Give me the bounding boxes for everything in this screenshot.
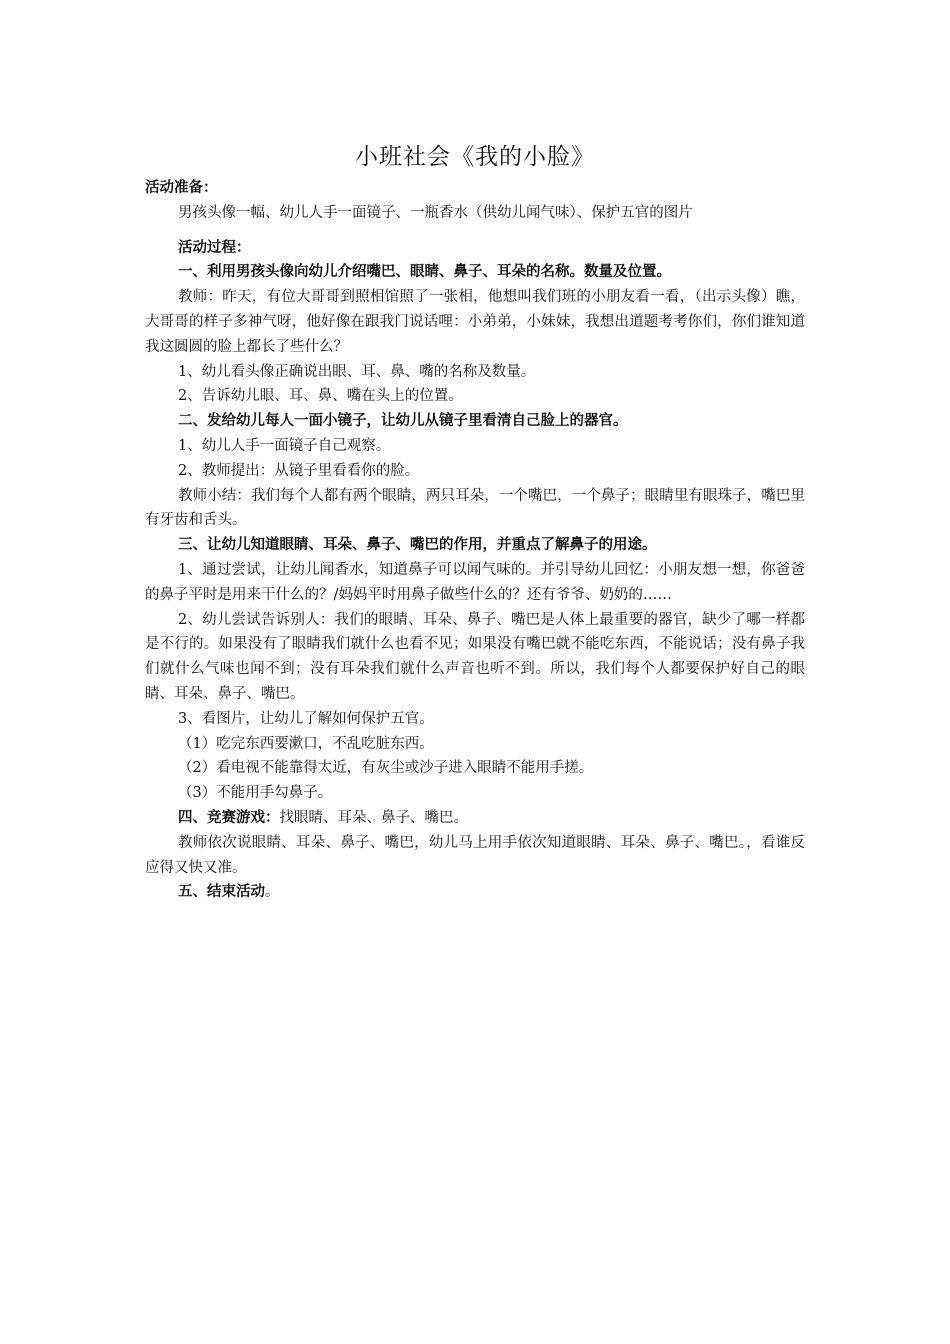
section-3-item: 2、幼儿尝试告诉别人：我们的眼睛、耳朵、鼻子、嘴巴是人体上最重要的器官，缺少了哪一样都是不行的。如果没有了眼睛我们就什么也看不见；如果没有嘴巴就不能吃东西，不能说话；没有鼻子我们就什么气味也闻不到；没有耳朵我们就什么声音也听不到。所以，我们每个人都要保护好自己的眼睛、耳朵、鼻子、嘴巴。	[145, 611, 805, 702]
prep-text: 男孩头像一幅、幼儿人手一面镜子、一瓶香水（供幼儿闻气味）、保护五官的图片	[178, 204, 693, 221]
section-5-heading	[145, 880, 805, 905]
section-1-heading: 一、利用男孩头像向幼儿介绍嘴巴、眼睛、鼻子、耳朵的名称。数量及位置。	[178, 263, 671, 281]
section-1-item: 2、告诉幼儿眼、耳、鼻、嘴在头上的位置。	[178, 388, 463, 405]
section-2-item: 1、幼儿人手一面镜子自己观察。	[178, 437, 391, 454]
section-2-summary: 教师小结：我们每个人都有两个眼睛，两只耳朵，一个嘴巴，一个鼻子；眼睛里有眼珠子，嘴巴里有牙齿和舌头。	[145, 487, 805, 529]
prep-heading: 活动准备：	[145, 179, 218, 196]
document-body	[145, 176, 805, 905]
section-4-heading	[145, 806, 805, 831]
section-1-item: 1、幼儿看头像正确说出眼、耳、鼻、嘴的名称及数量。	[178, 363, 536, 380]
section-3-subitem: （3）不能用手勾鼻子。	[178, 785, 333, 802]
section-3-subitem: （1）吃完东西要漱口，不乱吃脏东西。	[178, 735, 434, 752]
page-title: 小班社会《我的小脸》	[355, 144, 595, 170]
section-2-item: 2、教师提出：从镜子里看看你的脸。	[178, 462, 420, 479]
section-4-heading-rest: 找眼睛、耳朵、鼻子、嘴巴。	[279, 809, 468, 826]
section-3-heading: 三、让幼儿知道眼睛、耳朵、鼻子、嘴巴的作用，并重点了解鼻子的用途。	[178, 536, 657, 554]
section-5-heading-rest: 。	[265, 884, 280, 901]
section-5-heading-bold: 五、结束活动	[178, 883, 265, 901]
section-1-paragraph: 教师：昨天，有位大哥哥到照相馆照了一张相，他想叫我们班的小朋友看一看，（出示头像）瞧，大哥哥的样子多神气呀，他好像在跟我门说话哩：小弟弟，小妹妹，我想出道题考考你们，你们谁知道我这圆圆的脸上都长了些什么？	[145, 289, 805, 355]
process-heading: 活动过程：	[178, 238, 251, 256]
section-2-heading: 二、发给幼儿每人一面小镜子，让幼儿从镜子里看清自己脸上的器官。	[178, 412, 628, 430]
section-4-heading-bold: 四、竞赛游戏：	[178, 808, 280, 826]
section-3-item: 3、看图片，让幼儿了解如何保护五官。	[178, 710, 434, 727]
section-3-item: 1、通过尝试，让幼儿闻香水，知道鼻子可以闻气味的。并引导幼儿回忆：小朋友想一想，你爸爸的鼻子平时是用来干什么的？/妈妈平时用鼻子做些什么的？还有爷爷、奶奶的……	[145, 561, 805, 603]
section-3-subitem: （2）看电视不能靠得太近，有灰尘或沙子进入眼睛不能用手搓。	[178, 760, 594, 777]
section-4-paragraph: 教师依次说眼睛、耳朵、鼻子、嘴巴，幼儿马上用手依次知道眼睛、耳朵、鼻子、嘴巴。，看谁反应得又快又准。	[145, 834, 805, 876]
